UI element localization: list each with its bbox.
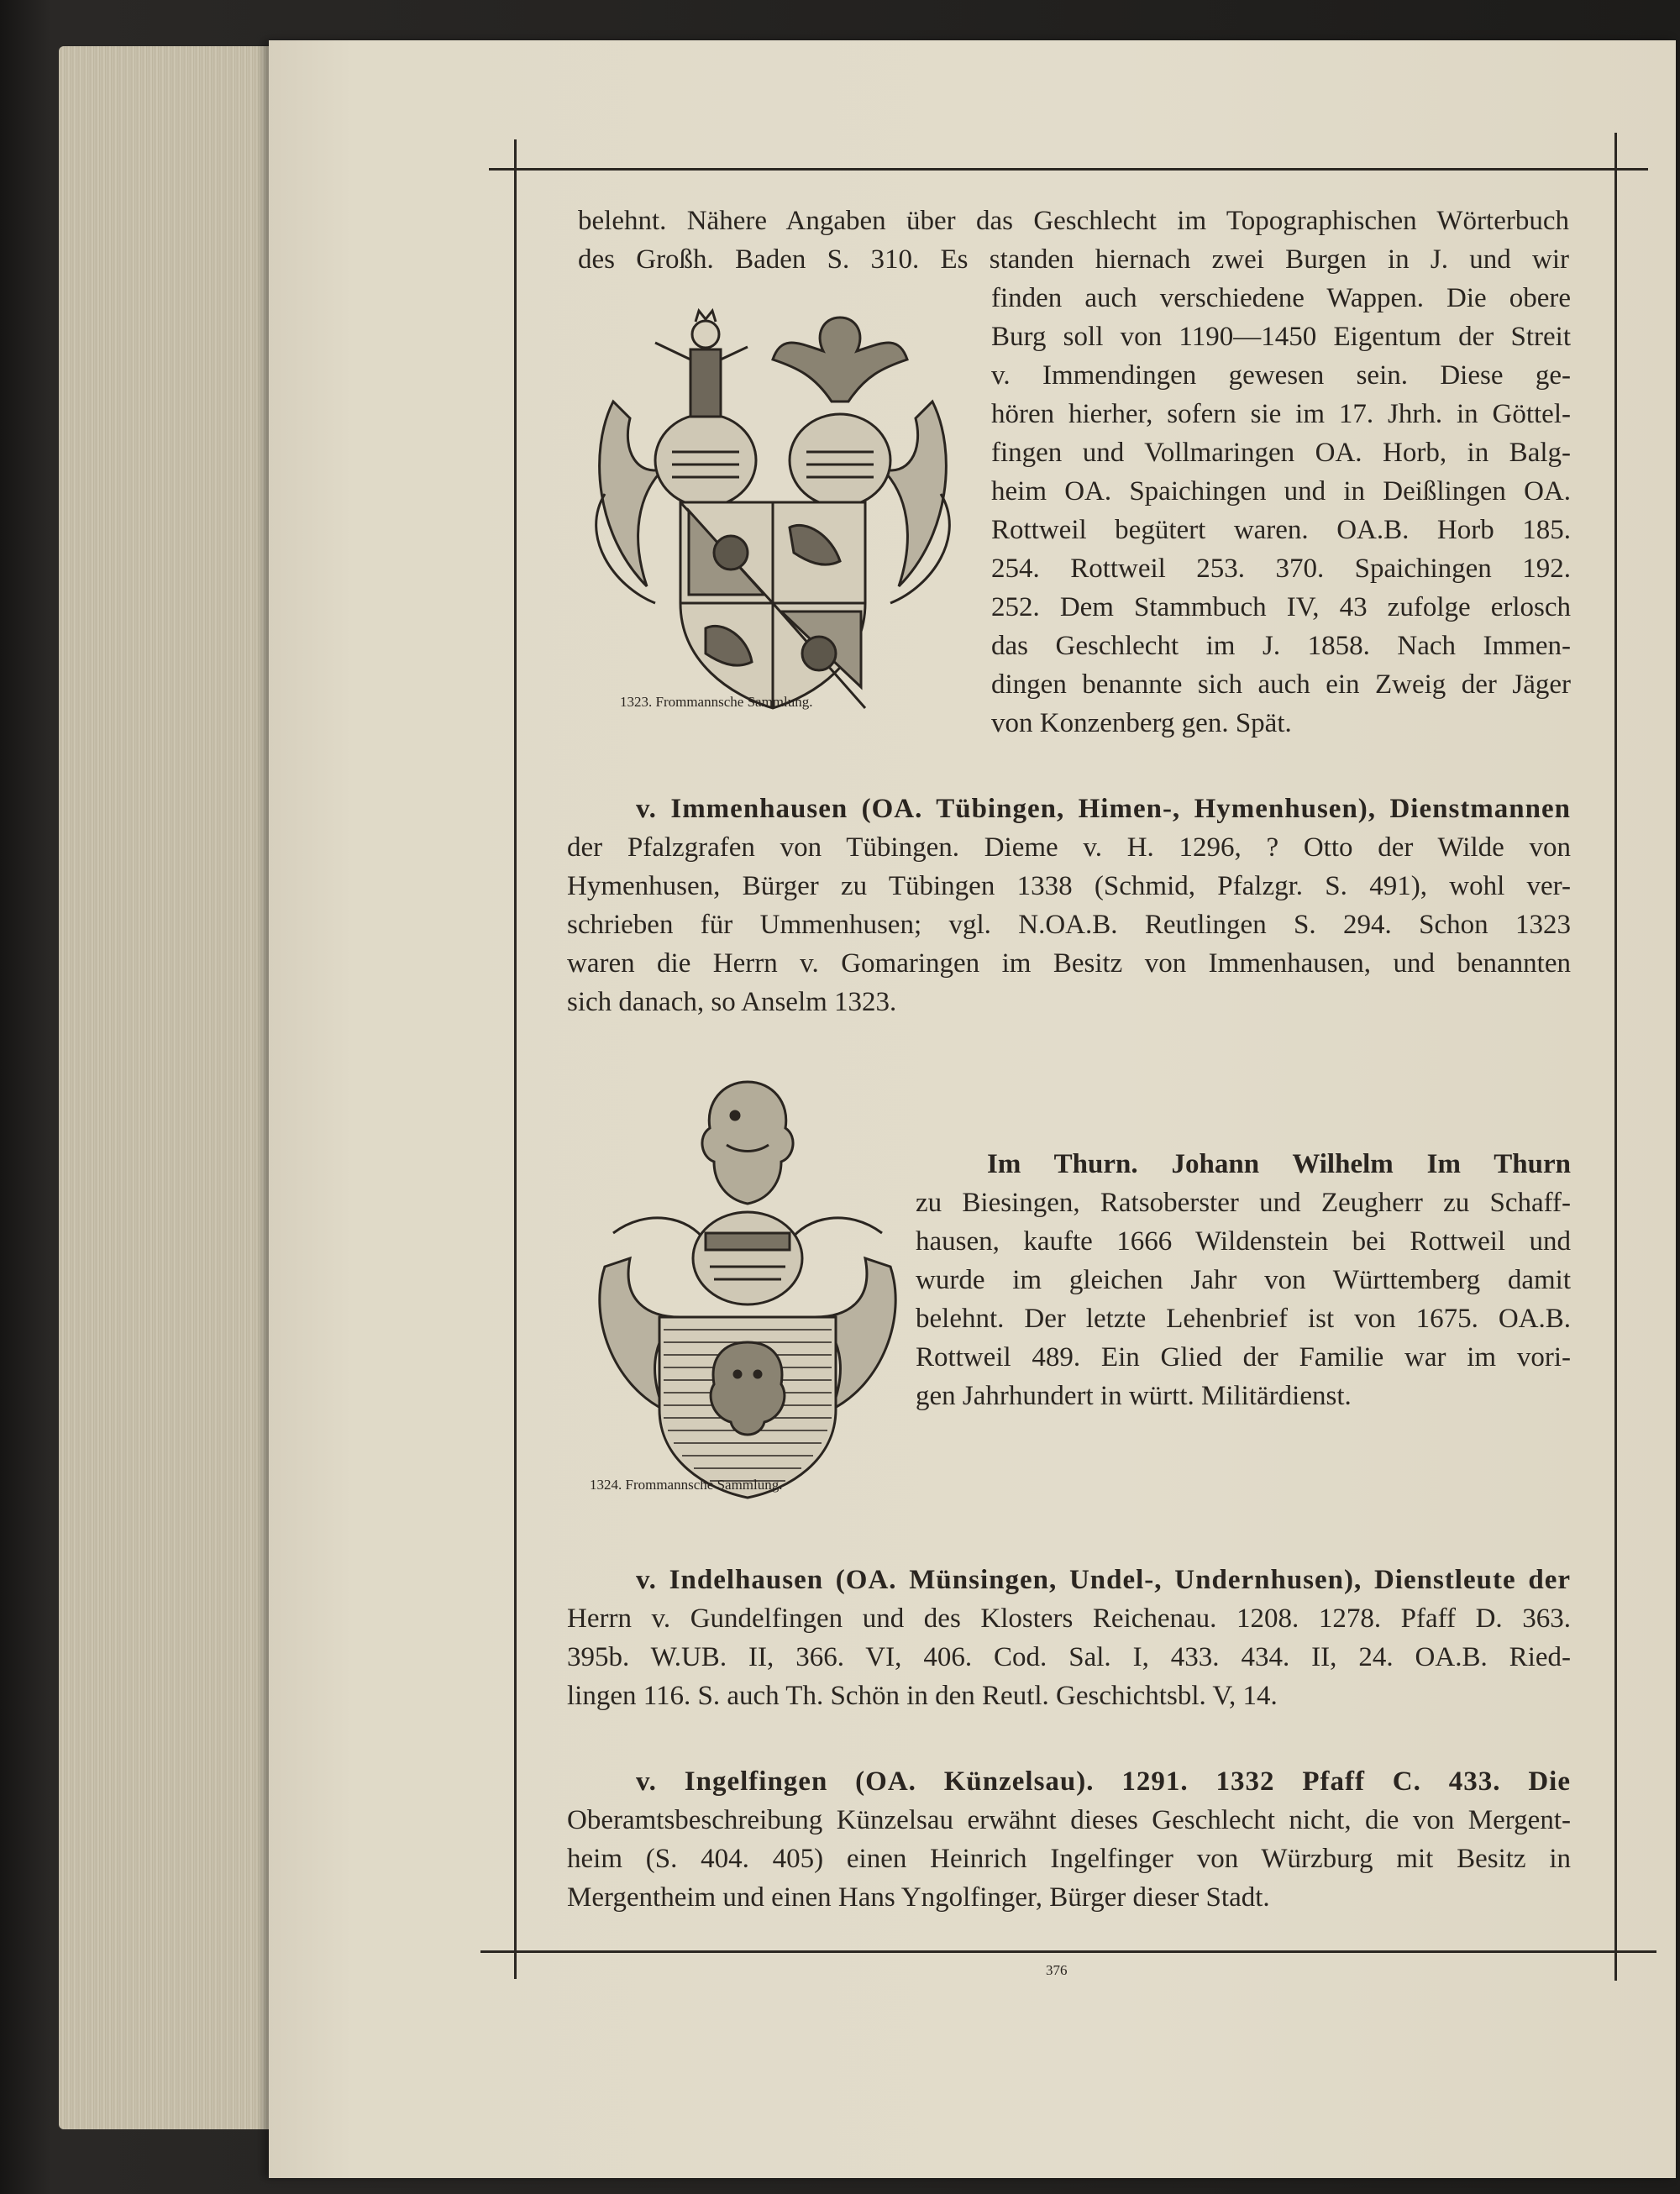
entry-indelhausen-line: v. Indelhausen (OA. Münsingen, Undel-, Undernhusen), Dienstleute der	[636, 1565, 1571, 1595]
entry-immenhausen	[567, 790, 1571, 1021]
book-page	[269, 40, 1676, 2178]
entry-imthurn-line: gen Jahrhundert in württ. Militärdienst.	[916, 1381, 1352, 1411]
entry-imthurn-line: Im Thurn. Johann Wilhelm Im Thurn	[987, 1149, 1571, 1179]
page-edges	[59, 46, 286, 2129]
entry-imthurn-line: zu Biesingen, Ratsoberster und Zeugherr zu Schaff-	[916, 1188, 1571, 1218]
coat-of-arms-1323	[580, 284, 966, 721]
entry-ingelfingen-line: Mergentheim und einen Hans Yngolfinger, Bürger dieser Stadt.	[567, 1882, 1270, 1913]
figure-1324-caption: 1324. Frommannsche Sammlung.	[590, 1477, 783, 1493]
entry-immenhausen-line: Hymenhusen, Bürger zu Tübingen 1338 (Schmid, Pfalzgr. S. 491), wohl ver-	[567, 871, 1571, 901]
entry-ingelfingen-line: heim (S. 404. 405) einen Heinrich Ingelfinger von Würzburg mit Besitz in	[567, 1844, 1571, 1874]
side-line: v. Immendingen gewesen sein. Diese ge-	[991, 360, 1571, 391]
side-line: das Geschlecht im J. 1858. Nach Immen-	[991, 631, 1571, 661]
side-line: Burg soll von 1190—1450 Eigentum der Streit	[991, 322, 1571, 352]
side-line: fingen und Vollmaringen OA. Horb, in Balg-	[991, 438, 1571, 468]
entry-indelhausen	[567, 1561, 1571, 1715]
side-line: dingen benannte sich auch ein Zweig der Jäger	[991, 669, 1571, 700]
entry-ingelfingen-line: v. Ingelfingen (OA. Künzelsau). 1291. 1332 Pfaff C. 433. Die	[636, 1766, 1571, 1797]
side-line: finden auch verschiedene Wappen. Die obere	[991, 283, 1571, 313]
entry-immenhausen-line: der Pfalzgrafen von Tübingen. Dieme v. H. 1296, ? Otto der Wilde von	[567, 832, 1571, 863]
entry-imthurn-line: hausen, kaufte 1666 Wildenstein bei Rottweil und	[916, 1226, 1571, 1257]
bottom-rule	[480, 1950, 1656, 1953]
entry-immenhausen-line: sich danach, so Anselm 1323.	[567, 987, 897, 1017]
entry-imthurn-line: belehnt. Der letzte Lehenbrief ist von 1675. OA.B.	[916, 1304, 1571, 1334]
right-rule	[1614, 133, 1617, 1981]
entry-ingelfingen-line: Oberamtsbeschreibung Künzelsau erwähnt dieses Geschlecht nicht, die von Mergent-	[567, 1805, 1571, 1835]
entry-immenhausen-line: schrieben für Ummenhusen; vgl. N.OA.B. Reutlingen S. 294. Schon 1323	[567, 910, 1571, 940]
side-line: hören hierher, sofern sie im 17. Jhrh. in Göttel-	[991, 399, 1571, 429]
entry-indelhausen-line: 395b. W.UB. II, 366. VI, 406. Cod. Sal. I, 433. 434. II, 24. OA.B. Ried-	[567, 1642, 1571, 1672]
entry-imthurn-line: Rottweil 489. Ein Glied der Familie war im vori-	[916, 1342, 1571, 1373]
entry-ingelfingen	[567, 1762, 1571, 1917]
side-paragraph	[991, 279, 1571, 743]
figure-1323-caption: 1323. Frommannsche Sammlung.	[620, 694, 813, 710]
entry-immenhausen-line: v. Immenhausen (OA. Tübingen, Himen-, Hymenhusen), Dienstmannen	[636, 794, 1571, 824]
coat-of-arms-1324	[580, 1065, 916, 1510]
entry-indelhausen-line: lingen 116. S. auch Th. Schön in den Reutl. Geschichtsbl. V, 14.	[567, 1681, 1278, 1711]
side-line: heim OA. Spaichingen und in Deißlingen OA.	[991, 476, 1571, 507]
top-line-1: belehnt. Nähere Angaben über das Geschlecht im Topographischen Wörterbuch	[578, 206, 1569, 236]
side-line: Rottweil begütert waren. OA.B. Horb 185.	[991, 515, 1571, 545]
side-line: 252. Dem Stammbuch IV, 43 zufolge erlosch	[991, 592, 1571, 622]
side-line: von Konzenberg gen. Spät.	[991, 708, 1292, 738]
top-rule	[489, 168, 1648, 171]
page-number: 376	[1046, 1962, 1068, 1978]
left-rule	[514, 139, 517, 1979]
entry-imthurn	[916, 1145, 1571, 1415]
entry-indelhausen-line: Herrn v. Gundelfingen und des Klosters Reichenau. 1208. 1278. Pfaff D. 363.	[567, 1604, 1571, 1634]
top-line-2: des Großh. Baden S. 310. Es standen hiernach zwei Burgen in J. und wir	[578, 244, 1569, 275]
entry-immenhausen-line: waren die Herrn v. Gomaringen im Besitz von Immenhausen, und benannten	[567, 948, 1571, 979]
side-line: 254. Rottweil 253. 370. Spaichingen 192.	[991, 554, 1571, 584]
entry-imthurn-line: wurde im gleichen Jahr von Württemberg damit	[916, 1265, 1571, 1295]
